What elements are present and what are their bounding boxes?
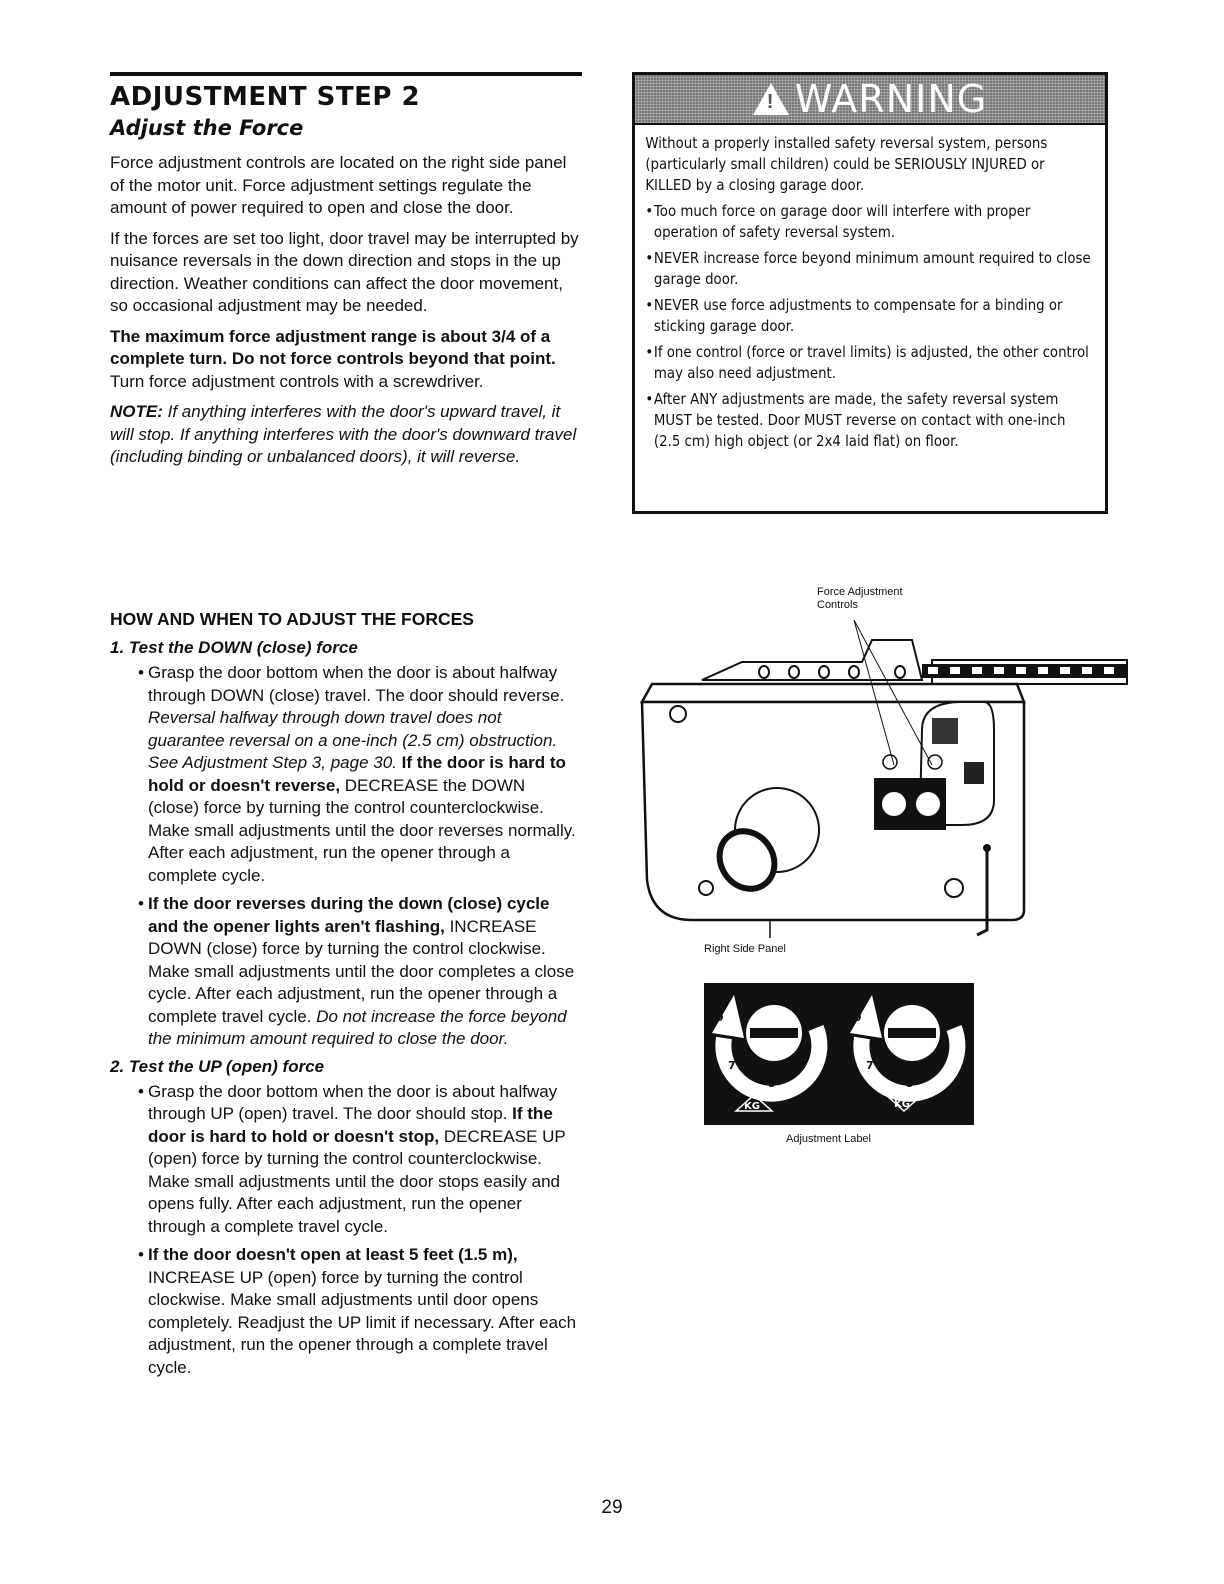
test-up-bullet-2: • If the door doesn't open at least 5 feet (1.5 m), INCREASE UP (open) force by turning the control clockwise. Make small adjustments until door opens completely. Readjust the UP limit if necessary. After each adjustment, run the opener through a complete travel cycle. — [148, 1244, 580, 1379]
how-heading: HOW AND WHEN TO ADJUST THE FORCES — [110, 609, 474, 629]
dial-number: 5 — [768, 1077, 776, 1090]
intro-paragraph-3 — [110, 326, 580, 394]
dial-number: 1 — [952, 1013, 960, 1026]
warning-item: • NEVER use force adjustments to compensate for a binding or sticking garage door. — [645, 295, 1092, 337]
led-block — [932, 718, 958, 744]
warning-intro: Without a properly installed safety reversal system, persons (particularly small children) could be SERIOUSLY INJURED or KILLED by a closing garage door. — [645, 134, 1048, 194]
warning-banner — [635, 75, 1105, 125]
test-up-title: 2. Test the UP (open) force — [110, 1056, 325, 1076]
warning-item: • NEVER increase force beyond minimum amount required to close garage door. — [645, 248, 1092, 290]
intro-paragraph-1: Force adjustment controls are located on the right side panel of the motor unit. Force adjustment settings regulate the amount of power required to open and close the door. — [110, 153, 567, 217]
test-down-bullet-1: • Grasp the door bottom when the door is about halfway through DOWN (close) travel. The door should reverse. Reversal halfway through down travel does not guarantee reversal on a one-inch (2.5 cm) obstruction. See Adjustment Step 3, page 30. If the door is hard to hold or doesn't reverse, DECREASE the DOWN (close) force by turning the control counterclockwise. Make small adjustments until the door reverses normally. After each adjustment, run the opener through a complete cycle. — [148, 662, 580, 887]
max-range-text: The maximum force adjustment range is about 3/4 of a complete turn. Do not force controls beyond that point. — [110, 326, 556, 368]
dial-number: 1 — [814, 1013, 822, 1026]
test-up-bullet-1: • Grasp the door bottom when the door is about halfway through UP (open) travel. The door should stop. If the door is hard to hold or doesn't stop, DECREASE UP (open) force by turning the control counterclockwise. Make small adjustments until the door stops easily and opens fully. After each adjustment, run the opener through a complete travel cycle. — [148, 1081, 580, 1239]
dial-number: 7 — [728, 1059, 736, 1072]
note-text: If anything interferes with the door's upward travel, it will stop. If anything interferes with the door's downward travel (including binding or unbalanced doors), it will reverse. — [110, 402, 577, 466]
warning-item: • After ANY adjustments are made, the safety reversal system MUST be tested. Door MUST reverse on contact with one-inch (2.5 cm) high object (or 2x4 laid flat) on floor. — [645, 389, 1092, 452]
note-paragraph — [110, 401, 580, 469]
dial-number: 7 — [866, 1059, 874, 1072]
motor-unit-diagram — [632, 620, 1132, 960]
warning-body — [635, 125, 1103, 452]
kg-up-label: KG — [744, 1101, 760, 1112]
top-cover — [642, 684, 1024, 702]
note-label: NOTE: — [110, 402, 163, 421]
test-down-bullet-2: • If the door reverses during the down (close) cycle and the opener lights aren't flashing, INCREASE DOWN (close) force by turning the control clockwise. Make small adjustments until the door completes a close cycle. After each adjustment, run the opener through a complete travel cycle. Do not increase the force beyond the minimum amount required to close the door. — [148, 893, 580, 1051]
warning-box — [632, 72, 1108, 514]
adjustment-label-caption: Adjustment Label — [786, 1133, 871, 1145]
warning-item: • Too much force on garage door will interfere with proper operation of safety reversal system. — [645, 201, 1092, 243]
adjustment-label-picture — [704, 983, 974, 1125]
dial-number: 9 — [716, 1011, 724, 1024]
test-down-title: 1. Test the DOWN (close) force — [110, 638, 358, 657]
dial-number: 5 — [906, 1077, 914, 1090]
callout-label: Force Adjustment Controls — [817, 586, 903, 611]
section-title: ADJUSTMENT STEP 2 — [110, 82, 421, 112]
mounting-bracket — [702, 640, 922, 680]
dial-number: 9 — [854, 1011, 862, 1024]
section-rule — [110, 72, 582, 76]
how-body — [110, 638, 580, 1385]
kg-down-label: KG — [894, 1099, 910, 1110]
warning-title: WARNING — [794, 77, 988, 121]
intro-paragraph-2: If the forces are set too light, door travel may be interrupted by nuisance reversals in the down direction and stops in the up direction. Weather conditions can affect the door movement, so occasional adjustment may be needed. — [110, 228, 579, 315]
warning-triangle-icon: ! — [753, 83, 789, 115]
screwdriver-text: Turn force adjustment controls with a screwdriver. — [110, 371, 484, 391]
section-subtitle: Adjust the Force — [110, 116, 304, 140]
left-column — [110, 72, 580, 477]
panel-label: Right Side Panel — [704, 943, 786, 955]
page-number: 29 — [601, 1497, 623, 1518]
warning-item: • If one control (force or travel limits) is adjusted, the other control may also need adjustment. — [645, 342, 1092, 384]
